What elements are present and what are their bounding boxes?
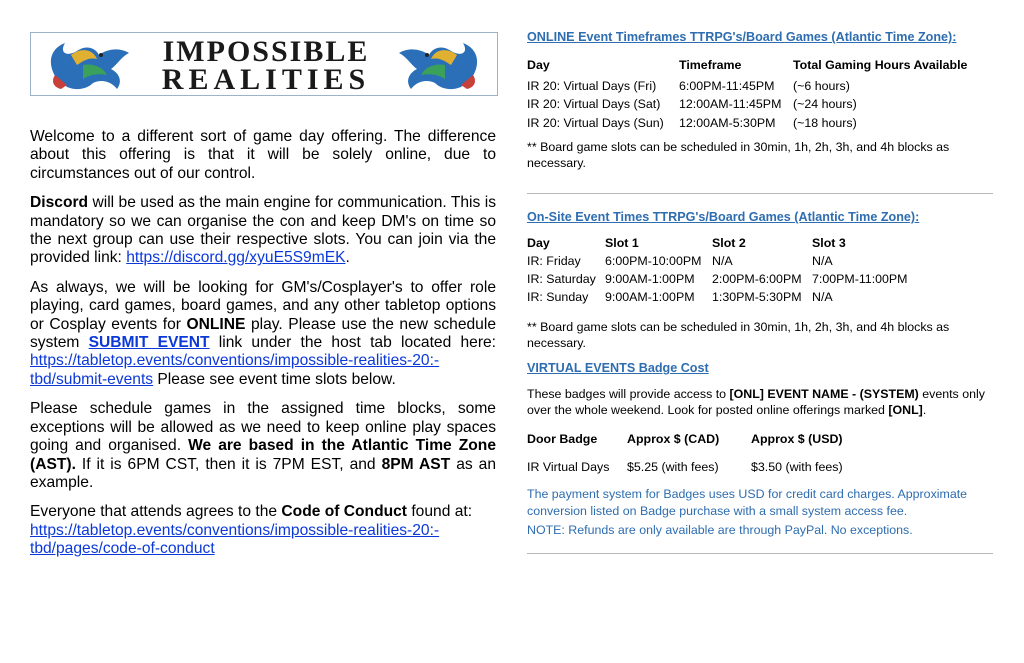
badge-description: These badges will provide access to [ONL] EVENT NAME - (SYSTEM) events only over the whole weekend. Look for posted online offerings marked [ONL]. <box>527 387 985 417</box>
divider <box>527 553 993 554</box>
discord-label: Discord <box>30 194 89 212</box>
col-header-usd: Approx $ (USD) <box>751 432 843 447</box>
onsite-section-heading: On-Site Event Times TTRPG's/Board Games (Atlantic Time Zone): <box>527 210 920 225</box>
griffin-right-icon <box>391 35 491 93</box>
table-row: IR: Sunday 9:00AM-1:00PM 1:30PM-5:30PM N/A <box>527 290 833 305</box>
col-header-cad: Approx $ (CAD) <box>627 432 720 447</box>
discord-link[interactable]: https://discord.gg/xyuE5S9mEK <box>126 249 346 267</box>
paragraph-submit: As always, we will be looking for GM's/Cosplayer's to offer role playing, card games, board games, and any other tabletop options or Cosplay events for ONLINE play. Please use the new schedule system SUBMIT EVENT link under the host tab located here: https://tabletop.events/conventions/impossible-realities-20:-tbd/submit-events Please see event time slots below. <box>30 278 497 388</box>
col-header-day: Day <box>527 236 550 251</box>
griffin-left-icon <box>37 35 137 93</box>
paragraph-welcome: Welcome to a different sort of game day offering. The difference about this offering is that it will be solely online, due to circumstances out of our control. <box>30 128 496 182</box>
refund-note: NOTE: Refunds are only available are through PayPal. No exceptions. <box>527 523 913 538</box>
table-row: IR Virtual Days $5.25 (with fees) $3.50 (with fees) <box>527 460 843 475</box>
col-header-door-badge: Door Badge <box>527 432 598 447</box>
col-header-slot-2: Slot 2 <box>712 236 746 251</box>
paragraph-code-of-conduct: Everyone that attends agrees to the Code of Conduct found at: https://tabletop.events/conventions/impossible-realities-20:-tbd/pages/code-of-conduct <box>30 503 473 558</box>
logo-line-1: IMPOSSIBLE <box>162 35 370 68</box>
submit-events-url-link[interactable]: https://tabletop.events/conventions/impossible-realities-20:-tbd/submit-events <box>30 352 440 388</box>
divider <box>527 193 993 194</box>
code-of-conduct-link[interactable]: https://tabletop.events/conventions/impossible-realities-20:-tbd/pages/code-of-conduct <box>30 521 440 558</box>
online-timeframes-table <box>527 56 967 132</box>
online-section-heading: ONLINE Event Timeframes TTRPG's/Board Games (Atlantic Time Zone): <box>527 30 957 44</box>
submit-event-link[interactable]: SUBMIT EVENT <box>88 334 210 352</box>
col-header-slot-3: Slot 3 <box>812 236 846 251</box>
table-row: IR 20: Virtual Days (Sun) 12:00AM-5:30PM (~18 hours) <box>527 115 857 130</box>
left-column <box>30 32 498 96</box>
onsite-note: ** Board game slots can be scheduled in 30min, 1h, 2h, 3h, and 4h blocks as necessary. <box>527 320 950 350</box>
table-row: IR 20: Virtual Days (Fri) 6:00PM-11:45PM (~6 hours) <box>527 78 850 93</box>
badge-cost-table <box>527 432 843 474</box>
onsite-times-table <box>527 234 908 306</box>
badge-section-heading: VIRTUAL EVENTS Badge Cost <box>527 361 709 376</box>
right-column <box>527 30 993 554</box>
paragraph-discord: Discord will be used as the main engine for communication. This is mandatory so we can organise the con and keep DM's on time so the next group can use their respective slots. You can join via the provided link: https://discord.gg/xyuE5S9mEK. <box>30 194 496 267</box>
online-note: ** Board game slots can be scheduled in 30min, 1h, 2h, 3h, and 4h blocks as necessary. <box>527 140 950 170</box>
col-header-hours: Total Gaming Hours Available <box>793 58 968 72</box>
table-row: IR: Friday 6:00PM-10:00PM N/A N/A <box>527 254 833 269</box>
logo-line-2: REALITIES <box>161 63 371 96</box>
impossible-realities-logo <box>30 32 498 96</box>
table-row: IR 20: Virtual Days (Sat) 12:00AM-11:45PM (~24 hours) <box>527 97 857 112</box>
intro-text <box>30 128 496 570</box>
col-header-timeframe: Timeframe <box>679 58 742 72</box>
paragraph-schedule: Please schedule games in the assigned time blocks, some exceptions will be allowed as we need to keep online play spaces going and organised. We are based in the Atlantic Time Zone (AST). If it is 6PM CST, then it is 7PM EST, and 8PM AST as an example. <box>30 400 496 491</box>
col-header-day: Day <box>527 58 550 72</box>
col-header-slot-1: Slot 1 <box>605 236 639 251</box>
table-row: IR: Saturday 9:00AM-1:00PM 2:00PM-6:00PM 7:00PM-11:00PM <box>527 272 908 287</box>
payment-note: The payment system for Badges uses USD for credit card charges. Approximate conversion listed on Badge purchase with a small system access fee. <box>527 487 968 519</box>
